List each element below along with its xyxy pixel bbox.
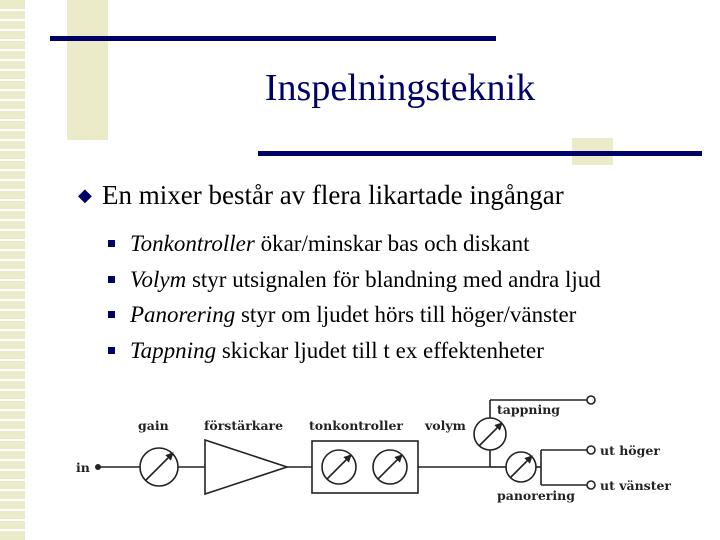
tone-treble-arrow	[378, 455, 402, 479]
sub-bullet-term: Volym	[130, 266, 187, 292]
sub-bullet-term: Tappning	[130, 337, 217, 363]
tone-control-box	[312, 441, 418, 493]
sub-bullet-text: styr utsignalen för blandning med andra ljud	[186, 266, 601, 292]
input-terminal	[95, 464, 101, 470]
pan-pot-arrow	[510, 456, 532, 478]
sub-bullet-term: Tonkontroller	[130, 231, 255, 256]
sub-bullet-term: Panorering	[130, 302, 236, 327]
gain-label: gain	[138, 418, 169, 433]
volume-pot-arrow	[479, 423, 502, 446]
tap-output-terminal	[587, 396, 595, 404]
volume-label: volym	[425, 418, 466, 433]
diamond-bullet-icon: ◆	[78, 185, 92, 205]
sub-bullet-text: ökar/minskar bas och diskant	[254, 231, 530, 256]
tap-label: tappning	[497, 402, 561, 417]
main-bullet-text: En mixer består av flera likartade ingångar	[102, 180, 564, 210]
amplifier-label: förstärkare	[204, 418, 284, 433]
sub-bullet-text: skickar ljudet till t ex effektenheter	[216, 337, 544, 363]
out-right-label: ut höger	[600, 443, 660, 458]
amplifier-icon	[205, 440, 287, 494]
out-left-label: ut vänster	[600, 478, 672, 493]
out-left-terminal	[587, 481, 595, 489]
sub-bullet-text: styr om ljudet hörs till höger/vänster	[235, 302, 577, 327]
gain-pot-arrow	[146, 453, 173, 480]
out-right-terminal	[587, 446, 595, 454]
tone-label: tonkontroller	[309, 418, 404, 433]
pan-label: panorering	[497, 488, 575, 503]
input-label: in	[76, 460, 90, 475]
slide-title: Inspelningsteknik	[264, 67, 536, 109]
tone-bass-arrow	[327, 455, 351, 479]
